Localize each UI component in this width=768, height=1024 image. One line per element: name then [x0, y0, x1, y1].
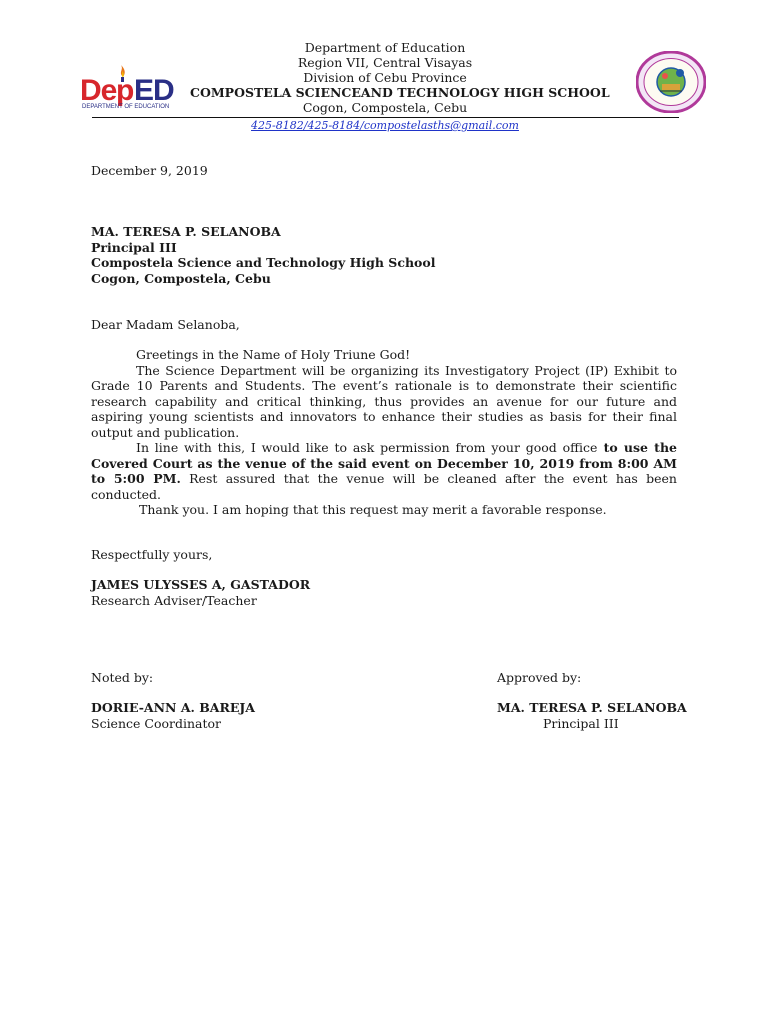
approved-title: Principal III [543, 716, 619, 731]
svg-text:De: De [80, 74, 117, 107]
body-paragraph-1: The Science Department will be organizing its Investigatory Project (IP) Exhibit to Grade 10 Parents and Students. The event’s rationale is to demonstrate their scientific research capability and critical thinking, thus provides an avenue for our future and aspiring young scientists and innovators to enhance their studies as basis for their final output and publication. [91, 362, 677, 440]
request-text: In line with this, I would like to ask permission from your good office [136, 440, 598, 455]
recipient-title: Principal III [91, 240, 177, 255]
letter-body [91, 347, 677, 518]
svg-text:DEPARTMENT OF EDUCATION: DEPARTMENT OF EDUCATION [82, 104, 170, 109]
division-name: Division of Cebu Province [303, 70, 467, 85]
noted-title: Science Coordinator [91, 716, 221, 731]
svg-text:ED: ED [134, 74, 174, 107]
deped-logo [80, 63, 176, 109]
body-paragraph-2 [91, 440, 677, 502]
school-seal-icon [636, 51, 706, 113]
header-rule [92, 117, 679, 118]
sender-title: Research Adviser/Teacher [91, 593, 257, 608]
contact-link[interactable]: 425-8182/425-8184/compostelasths@gmail.com [251, 119, 519, 132]
recipient-school: Compostela Science and Technology High School [91, 255, 436, 270]
school-name: COMPOSTELA SCIENCEAND TECHNOLOGY HIGH SCHOOL [190, 85, 610, 100]
svg-text:p: p [116, 74, 135, 107]
assurance-text: Rest assured that the venue will be cleaned after the event has been conducted. [91, 471, 677, 502]
school-address: Cogon, Compostela, Cebu [302, 100, 468, 115]
request-venue-schedule: to use the Covered Court as the venue of the said event on December 10, 2019 from 8:00 AM to 5:00 PM. [91, 440, 677, 486]
dept-name: Department of Education [304, 40, 466, 55]
letter-date: December 9, 2019 [91, 163, 208, 178]
recipient-name: MA. TERESA P. SELANOBA [91, 224, 281, 239]
greeting-line: Greetings in the Name of Holy Triune God! [136, 347, 411, 362]
salutation: Dear Madam Selanoba, [91, 317, 240, 332]
recipient-address: Cogon, Compostela, Cebu [91, 271, 271, 286]
noted-label: Noted by: [91, 670, 154, 685]
approved-label: Approved by: [497, 670, 582, 685]
approved-name: MA. TERESA P. SELANOBA [497, 700, 687, 715]
letterhead [190, 40, 610, 115]
closing: Respectfully yours, [91, 547, 213, 562]
sender-name: JAMES ULYSSES A, GASTADOR [91, 577, 311, 592]
noted-name: DORIE-ANN A. BAREJA [91, 700, 256, 715]
region-name: Region VII, Central Visayas [297, 55, 473, 70]
thank-you-line: Thank you. I am hoping that this request may merit a favorable response. [139, 502, 607, 517]
